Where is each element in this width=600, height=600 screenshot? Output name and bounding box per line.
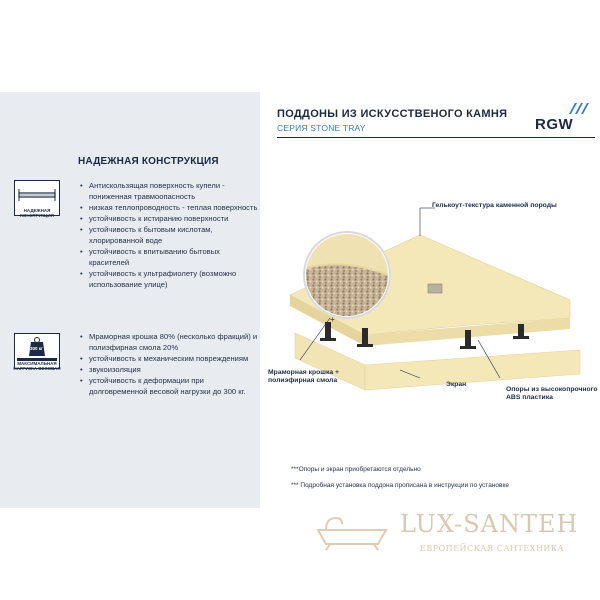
list-item: • устойчивость к бытовым кислотам, хлорированной воде [80, 224, 260, 246]
features-material [80, 331, 260, 397]
section-heading: НАДЕЖНАЯ КОНСТРУКЦИЯ [78, 156, 219, 167]
svg-text:+: + [330, 315, 335, 324]
title-divider [277, 137, 595, 138]
page-subtitle: СЕРИЯ STONE TRAY [277, 123, 366, 133]
page-title: ПОДДОНЫ ИЗ ИСКУССТВЕНОГО КАМНЯ [277, 108, 508, 120]
list-item: • устойчивость к деформации при долговременной весовой нагрузки до 300 кг. [80, 375, 260, 397]
logo-mark-icon [566, 100, 592, 116]
drain-icon [428, 284, 442, 293]
list-item: • звукоизоляция [80, 364, 260, 375]
features-construction [80, 180, 260, 290]
note-supports: ***Опоры и экран приобретаются отдельно [291, 466, 421, 473]
callout-gelcoat: Гелькоут-текстура каменной породы [432, 202, 557, 209]
screen-panel-right [365, 350, 580, 390]
list-item: • устойчивость к ультрафиолету (возможно использование улице) [80, 268, 260, 290]
construction-badge-label: НАДЕЖНАЯ КОНСТРУКЦИЯ [20, 208, 54, 218]
callout-supports: Опоры из высокопрочного ABS пластика [506, 386, 598, 401]
watermark-brand: LUX-SANTEH [400, 510, 579, 538]
watermark-tagline: ЕВРОПЕЙСКАЯ САНТЕХНИКА [420, 544, 565, 553]
list-item: • устойчивость к механическим повреждениям [80, 353, 260, 364]
left-panel [0, 92, 260, 508]
list-item: • Мраморная крошка 80% (несколько фракций) и полиэфирная смола 20% [80, 331, 260, 353]
callout-screen: Экран [446, 381, 467, 388]
brand-logo: RGW [535, 116, 574, 133]
bathtub-watermark-icon [312, 512, 392, 552]
callout-marble: Мраморная крошка + полиэфирная смола [268, 369, 339, 384]
list-item: • устойчивость к истиранию поверхности [80, 213, 260, 224]
weight-badge-label: МАКСИМАЛЬНАЯ НАГРУЗКА ВЕСОВАЯ [13, 361, 61, 371]
list-item: • низкая теплопроводность - теплая поверхность [80, 202, 260, 213]
note-installation: *** Подробная установка поддона прописана в инструкции по установке [291, 482, 510, 489]
list-item: • Антискользящая поверхность купели - пониженная травмоопасность [80, 180, 260, 202]
list-item: • устойчивость к впитыванию бытовых красителей [80, 246, 260, 268]
weight-value: 300 кг [30, 346, 43, 351]
